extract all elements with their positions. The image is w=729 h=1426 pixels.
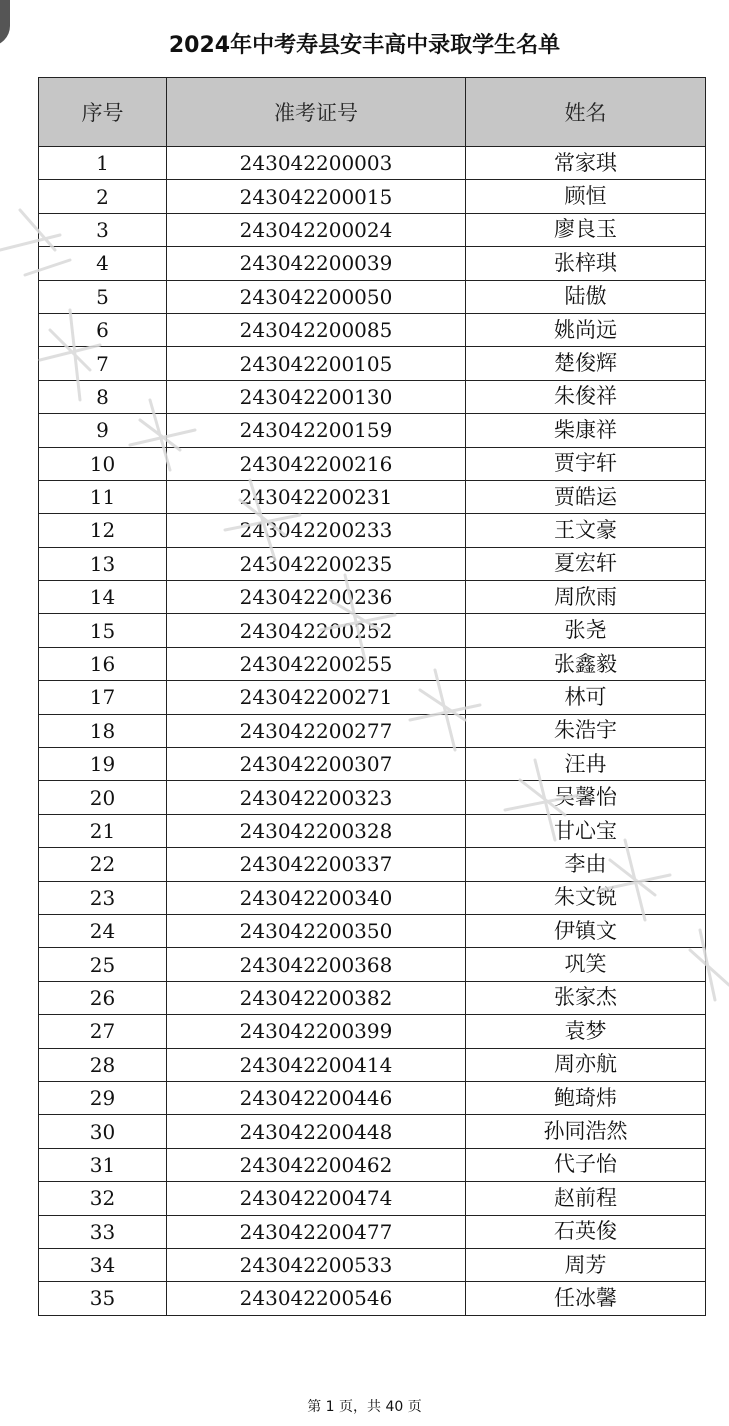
cell-serial-number: 7 [39,347,167,380]
cell-ticket-number: 243042200159 [167,414,466,447]
cell-ticket-number: 243042200446 [167,1081,466,1114]
cell-serial-number: 2 [39,180,167,213]
cell-student-name: 代子怡 [466,1148,706,1181]
cell-student-name: 周欣雨 [466,581,706,614]
cell-ticket-number: 243042200233 [167,514,466,547]
table-row [39,848,706,881]
cell-student-name: 甘心宝 [466,814,706,847]
cell-serial-number: 6 [39,313,167,346]
table-row [39,948,706,981]
table-row [39,781,706,814]
cell-ticket-number: 243042200340 [167,881,466,914]
cell-serial-number: 19 [39,748,167,781]
cell-ticket-number: 243042200255 [167,647,466,680]
cell-ticket-number: 243042200039 [167,247,466,280]
cell-ticket-number: 243042200414 [167,1048,466,1081]
cell-ticket-number: 243042200271 [167,681,466,714]
cell-serial-number: 1 [39,147,167,180]
cell-student-name: 张家杰 [466,981,706,1014]
cell-serial-number: 12 [39,514,167,547]
cell-serial-number: 5 [39,280,167,313]
table-row [39,1148,706,1181]
table-row [39,514,706,547]
cell-student-name: 姚尚远 [466,313,706,346]
cell-student-name: 陆傲 [466,280,706,313]
header-serial-number: 序号 [39,78,167,147]
cell-ticket-number: 243042200050 [167,280,466,313]
table-row [39,714,706,747]
cell-serial-number: 13 [39,547,167,580]
cell-serial-number: 33 [39,1215,167,1248]
header-ticket-number: 准考证号 [167,78,466,147]
table-row [39,347,706,380]
cell-student-name: 夏宏轩 [466,547,706,580]
cell-serial-number: 3 [39,213,167,246]
cell-student-name: 伊镇文 [466,914,706,947]
table-row [39,380,706,413]
cell-ticket-number: 243042200216 [167,447,466,480]
cell-serial-number: 31 [39,1148,167,1181]
table-row [39,881,706,914]
cell-serial-number: 35 [39,1282,167,1315]
cell-ticket-number: 243042200085 [167,313,466,346]
table-row [39,1115,706,1148]
cell-serial-number: 25 [39,948,167,981]
cell-ticket-number: 243042200231 [167,480,466,513]
cell-student-name: 贾皓运 [466,480,706,513]
table-row [39,981,706,1014]
cell-ticket-number: 243042200235 [167,547,466,580]
cell-ticket-number: 243042200307 [167,748,466,781]
cell-ticket-number: 243042200323 [167,781,466,814]
cell-serial-number: 15 [39,614,167,647]
cell-student-name: 汪冉 [466,748,706,781]
cell-student-name: 周亦航 [466,1048,706,1081]
cell-student-name: 楚俊辉 [466,347,706,380]
table-row [39,547,706,580]
cell-serial-number: 16 [39,647,167,680]
table-header-row [39,78,706,147]
cell-student-name: 赵前程 [466,1182,706,1215]
table-row [39,1215,706,1248]
cell-serial-number: 21 [39,814,167,847]
cell-ticket-number: 243042200350 [167,914,466,947]
table-row [39,581,706,614]
cell-serial-number: 29 [39,1081,167,1114]
cell-student-name: 贾宇轩 [466,447,706,480]
cell-student-name: 张鑫毅 [466,647,706,680]
table-row [39,1081,706,1114]
cell-ticket-number: 243042200252 [167,614,466,647]
cell-ticket-number: 243042200448 [167,1115,466,1148]
cell-ticket-number: 243042200328 [167,814,466,847]
cell-ticket-number: 243042200546 [167,1282,466,1315]
cell-serial-number: 11 [39,480,167,513]
table-row [39,247,706,280]
table-row [39,447,706,480]
cell-ticket-number: 243042200337 [167,848,466,881]
table-row [39,1015,706,1048]
cell-ticket-number: 243042200382 [167,981,466,1014]
cell-ticket-number: 243042200130 [167,380,466,413]
page-footer: 第 1 页，共 40 页 [307,1399,422,1415]
table-row [39,647,706,680]
table-row [39,1282,706,1315]
cell-student-name: 巩笑 [466,948,706,981]
cell-student-name: 林可 [466,681,706,714]
cell-serial-number: 10 [39,447,167,480]
cell-serial-number: 22 [39,848,167,881]
table-row [39,614,706,647]
cell-student-name: 朱浩宇 [466,714,706,747]
cell-serial-number: 24 [39,914,167,947]
table-row [39,1248,706,1281]
cell-student-name: 顾恒 [466,180,706,213]
cell-student-name: 袁梦 [466,1015,706,1048]
cell-student-name: 孙同浩然 [466,1115,706,1148]
cell-student-name: 周芳 [466,1248,706,1281]
cell-serial-number: 20 [39,781,167,814]
admission-table [38,77,706,1316]
cell-serial-number: 34 [39,1248,167,1281]
table-row [39,814,706,847]
cell-ticket-number: 243042200462 [167,1148,466,1181]
header-student-name: 姓名 [466,78,706,147]
table-row [39,280,706,313]
cell-ticket-number: 243042200277 [167,714,466,747]
cell-student-name: 王文豪 [466,514,706,547]
cell-ticket-number: 243042200236 [167,581,466,614]
cell-student-name: 吴馨怡 [466,781,706,814]
cell-ticket-number: 243042200024 [167,213,466,246]
table-row [39,213,706,246]
table-row [39,480,706,513]
cell-student-name: 鲍琦炜 [466,1081,706,1114]
cell-serial-number: 30 [39,1115,167,1148]
cell-serial-number: 18 [39,714,167,747]
table-row [39,681,706,714]
cell-student-name: 朱俊祥 [466,380,706,413]
cell-ticket-number: 243042200105 [167,347,466,380]
document-title: 2024年中考寿县安丰高中录取学生名单 [168,33,561,58]
cell-student-name: 张梓琪 [466,247,706,280]
table-row [39,414,706,447]
cell-student-name: 任冰馨 [466,1282,706,1315]
cell-ticket-number: 243042200003 [167,147,466,180]
table-row [39,180,706,213]
cell-ticket-number: 243042200015 [167,180,466,213]
cell-serial-number: 14 [39,581,167,614]
table-row [39,914,706,947]
cell-serial-number: 23 [39,881,167,914]
table-row [39,313,706,346]
cell-student-name: 柴康祥 [466,414,706,447]
cell-ticket-number: 243042200368 [167,948,466,981]
cell-serial-number: 32 [39,1182,167,1215]
cell-student-name: 石英俊 [466,1215,706,1248]
cell-ticket-number: 243042200477 [167,1215,466,1248]
cell-serial-number: 27 [39,1015,167,1048]
cell-serial-number: 17 [39,681,167,714]
cell-serial-number: 28 [39,1048,167,1081]
cell-student-name: 廖良玉 [466,213,706,246]
cell-student-name: 常家琪 [466,147,706,180]
cell-serial-number: 4 [39,247,167,280]
cell-student-name: 张尧 [466,614,706,647]
table-row [39,748,706,781]
table-row [39,147,706,180]
cell-serial-number: 9 [39,414,167,447]
table-row [39,1048,706,1081]
cell-student-name: 朱文锐 [466,881,706,914]
cell-ticket-number: 243042200399 [167,1015,466,1048]
table-body [39,147,706,1316]
cell-ticket-number: 243042200533 [167,1248,466,1281]
cell-serial-number: 26 [39,981,167,1014]
cell-serial-number: 8 [39,380,167,413]
cell-student-name: 李由 [466,848,706,881]
table-row [39,1182,706,1215]
cell-ticket-number: 243042200474 [167,1182,466,1215]
